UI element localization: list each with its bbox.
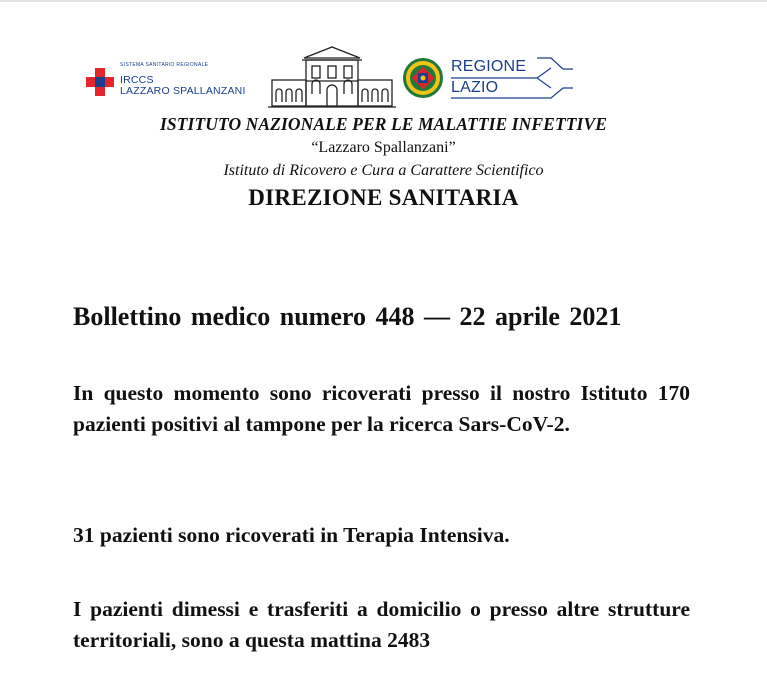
bulletin-paragraph-discharged: I pazienti dimessi e trasferiti a domicilio o presso altre strutture territoriali, sono a questa mattina 2483 (73, 597, 690, 652)
regione-lazio-logo (403, 56, 573, 102)
irccs-tagline: SISTEMA SANITARIO REGIONALE (120, 62, 209, 68)
irccs-name-line1: IRCCS (120, 74, 154, 86)
logo-row (0, 44, 767, 110)
institute-building-icon (268, 44, 396, 110)
red-cross-icon (86, 68, 114, 96)
regione-lazio-emblem-icon (403, 58, 443, 98)
department-title: DIREZIONE SANITARIA (248, 185, 519, 210)
institute-name: ISTITUTO NAZIONALE PER LE MALATTIE INFETTIVE (160, 114, 607, 134)
top-border (0, 0, 767, 2)
lazio-text: LAZIO (451, 79, 499, 96)
lazio-decor-lines (451, 56, 573, 102)
bulletin-title: Bollettino medico numero 448 — 22 aprile 2021 (73, 302, 622, 331)
regione-text: REGIONE (451, 58, 527, 75)
institute-subtitle: “Lazzaro Spallanzani” (311, 139, 456, 156)
irccs-logo (86, 62, 266, 102)
institute-description: Istituto di Ricovero e Cura a Carattere Scientifico (223, 162, 544, 179)
irccs-name-line2: LAZZARO SPALLANZANI (120, 85, 246, 97)
bulletin-paragraph-intensive-care: 31 pazienti sono ricoverati in Terapia Intensiva. (73, 523, 510, 547)
bulletin-paragraph-hospitalized: In questo momento sono ricoverati presso il nostro Istituto 170 pazienti positivi al tampone per la ricerca Sars-CoV-2. (73, 381, 690, 436)
